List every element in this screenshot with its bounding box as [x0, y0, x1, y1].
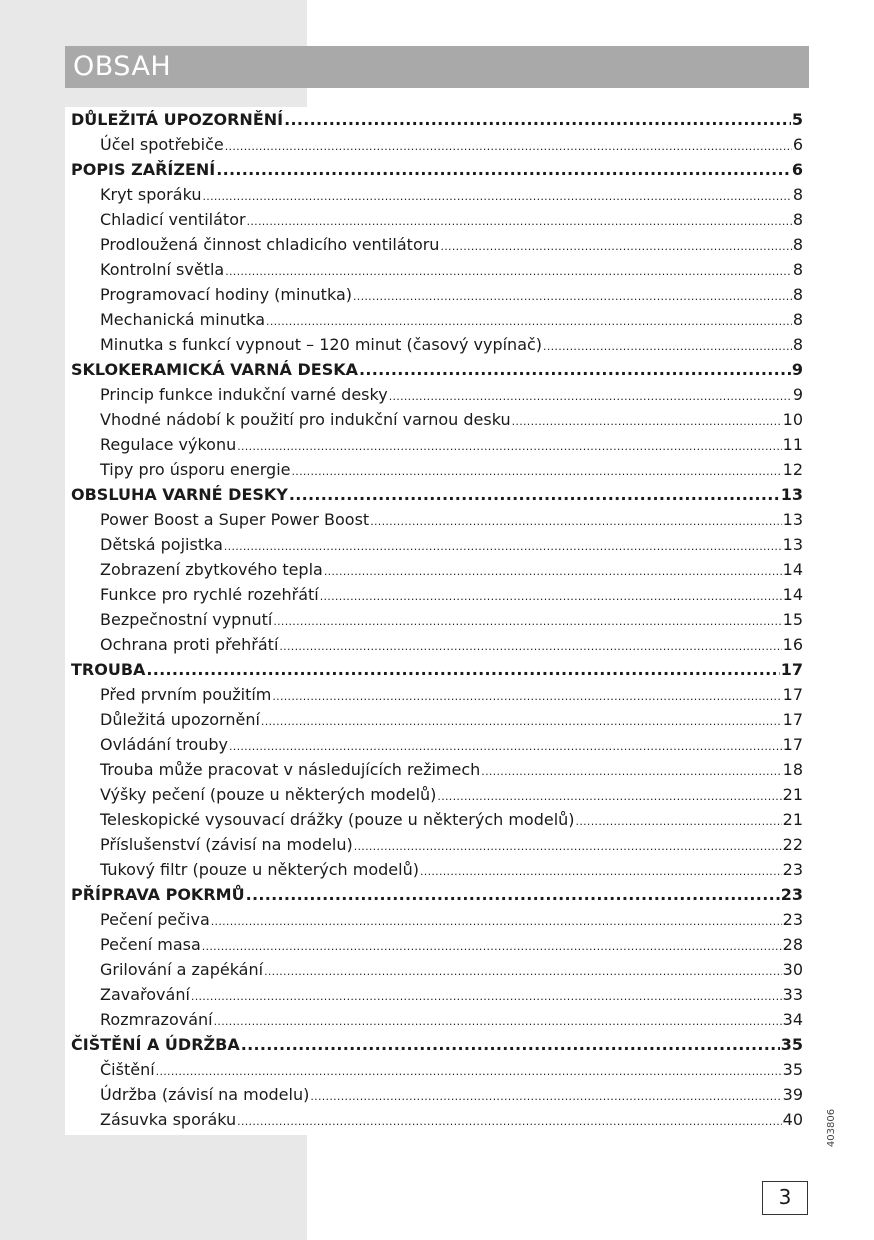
toc-entry-title: Příslušenství (závisí na modelu) [100, 835, 353, 854]
toc-dot-leader [211, 909, 782, 934]
toc-page-number: 6 [792, 135, 803, 154]
toc-entry-title: Údržba (závisí na modelu) [100, 1085, 310, 1104]
toc-subentry[interactable] [71, 582, 803, 607]
toc-dot-leader [543, 334, 792, 359]
toc-dot-leader [324, 559, 782, 584]
toc-page-number: 23 [782, 860, 803, 879]
toc-entry-title: Pečení masa [100, 935, 201, 954]
toc-entry-title: Zavařování [100, 985, 190, 1004]
toc-page-number: 17 [782, 685, 803, 704]
toc-subentry[interactable] [71, 932, 803, 957]
toc-list [71, 107, 803, 1132]
toc-entry-title: ČIŠTĚNÍ A ÚDRŽBA [71, 1035, 240, 1054]
toc-section-entry[interactable] [71, 157, 803, 182]
toc-subentry[interactable] [71, 757, 803, 782]
toc-entry-title: SKLOKERAMICKÁ VARNÁ DESKA [71, 360, 359, 379]
toc-page-number: 8 [792, 310, 803, 329]
toc-page-number: 17 [782, 735, 803, 754]
toc-entry-title: Minutka s funkcí vypnout – 120 minut (časový vypínač) [100, 335, 543, 354]
toc-subentry[interactable] [71, 182, 803, 207]
toc-page-number: 33 [782, 985, 803, 1004]
toc-dot-leader [481, 759, 781, 784]
toc-page-number: 30 [782, 960, 803, 979]
toc-subentry[interactable] [71, 732, 803, 757]
toc-page-number: 23 [780, 885, 803, 904]
toc-page-number: 8 [792, 235, 803, 254]
toc-entry-title: Vhodné nádobí k použití pro indukční varnou desku [100, 410, 511, 429]
toc-page-number: 35 [782, 1060, 803, 1079]
toc-entry-title: Účel spotřebiče [100, 135, 224, 154]
toc-subentry[interactable] [71, 957, 803, 982]
toc-section-entry[interactable] [71, 357, 803, 382]
toc-subentry[interactable] [71, 232, 803, 257]
toc-subentry[interactable] [71, 532, 803, 557]
toc-dot-leader [289, 482, 780, 507]
toc-page-number: 21 [782, 810, 803, 829]
toc-dot-leader [246, 882, 780, 907]
toc-dot-leader [353, 284, 792, 309]
toc-dot-leader [146, 657, 779, 682]
toc-page-number: 14 [782, 560, 803, 579]
toc-dot-leader [229, 734, 782, 759]
toc-section-entry[interactable] [71, 482, 803, 507]
toc-dot-leader [273, 609, 781, 634]
toc-subentry[interactable] [71, 632, 803, 657]
toc-entry-title: OBSLUHA VARNÉ DESKY [71, 485, 288, 504]
toc-entry-title: Dětská pojistka [100, 535, 223, 554]
toc-page-number: 34 [782, 1010, 803, 1029]
toc-subentry[interactable] [71, 782, 803, 807]
toc-entry-title: Zásuvka sporáku [100, 1110, 237, 1129]
toc-subentry[interactable] [71, 907, 803, 932]
toc-dot-leader [440, 234, 791, 259]
toc-dot-leader [237, 434, 781, 459]
toc-section-entry[interactable] [71, 107, 803, 132]
toc-page-number: 5 [791, 110, 803, 129]
toc-entry-title: Pečení pečiva [100, 910, 210, 929]
toc-page-number: 13 [782, 510, 803, 529]
toc-dot-leader [272, 684, 781, 709]
toc-dot-leader [241, 1032, 780, 1057]
toc-entry-title: Regulace výkonu [100, 435, 237, 454]
page-number: 3 [762, 1181, 808, 1215]
toc-page-number: 6 [791, 160, 803, 179]
toc-page-number: 15 [782, 610, 803, 629]
toc-page-number: 23 [782, 910, 803, 929]
toc-entry-title: Bezpečnostní vypnutí [100, 610, 273, 629]
toc-subentry[interactable] [71, 832, 803, 857]
toc-dot-leader [437, 784, 781, 809]
toc-dot-leader [389, 384, 792, 409]
toc-subentry[interactable] [71, 307, 803, 332]
toc-entry-title: Mechanická minutka [100, 310, 266, 329]
toc-subentry[interactable] [71, 857, 803, 882]
toc-dot-leader [420, 859, 782, 884]
toc-entry-title: POPIS ZAŘÍZENÍ [71, 160, 216, 179]
toc-entry-title: Grilování a zapékání [100, 960, 264, 979]
toc-entry-title: Funkce pro rychlé rozehřátí [100, 585, 319, 604]
toc-entry-title: Výšky pečení (pouze u některých modelů) [100, 785, 437, 804]
toc-section-entry[interactable] [71, 1032, 803, 1057]
toc-dot-leader [224, 534, 782, 559]
toc-entry-title: Trouba může pracovat v následujících režimech [100, 760, 481, 779]
toc-page-number: 11 [782, 435, 803, 454]
toc-page-number: 8 [792, 285, 803, 304]
toc-entry-title: Kryt sporáku [100, 185, 202, 204]
toc-subentry[interactable] [71, 332, 803, 357]
toc-entry-title: Tukový filtr (pouze u některých modelů) [100, 860, 419, 879]
toc-dot-leader [264, 959, 782, 984]
toc-page-number: 17 [780, 660, 803, 679]
toc-entry-title: Čištění [100, 1060, 155, 1079]
toc-entry-title: Princip funkce indukční varné desky [100, 385, 388, 404]
toc-dot-leader [225, 134, 792, 159]
toc-dot-leader [237, 1109, 781, 1134]
toc-entry-title: Kontrolní světla [100, 260, 225, 279]
toc-page-number: 9 [792, 385, 803, 404]
toc-subentry[interactable] [71, 1057, 803, 1082]
toc-entry-title: DŮLEŽITÁ UPOZORNĚNÍ [71, 110, 284, 129]
toc-subentry[interactable] [71, 807, 803, 832]
toc-dot-leader [284, 107, 791, 132]
toc-page-number: 8 [792, 210, 803, 229]
toc-dot-leader [214, 1009, 782, 1034]
toc-page-number: 9 [791, 360, 803, 379]
toc-entry-title: Teleskopické vysouvací drážky (pouze u některých modelů) [100, 810, 575, 829]
page-title: OBSAH [73, 51, 172, 82]
toc-dot-leader [247, 209, 792, 234]
toc-section-entry[interactable] [71, 657, 803, 682]
toc-dot-leader [359, 357, 791, 382]
toc-subentry[interactable] [71, 557, 803, 582]
toc-page-number: 35 [780, 1035, 803, 1054]
toc-page-number: 14 [782, 585, 803, 604]
toc-dot-leader [202, 934, 782, 959]
toc-entry-title: Důležitá upozornění [100, 710, 260, 729]
toc-section-entry[interactable] [71, 882, 803, 907]
toc-subentry[interactable] [71, 1082, 803, 1107]
toc-subentry[interactable] [71, 282, 803, 307]
toc-dot-leader [310, 1084, 781, 1109]
contents-header [65, 46, 809, 88]
toc-subentry[interactable] [71, 1107, 803, 1132]
toc-entry-title: Tipy pro úsporu energie [100, 460, 291, 479]
toc-page-number: 8 [792, 260, 803, 279]
toc-page-number: 16 [782, 635, 803, 654]
toc-subentry[interactable] [71, 507, 803, 532]
toc-dot-leader [216, 157, 791, 182]
toc-entry-title: Zobrazení zbytkového tepla [100, 560, 323, 579]
toc-entry-title: Chladicí ventilátor [100, 210, 246, 229]
toc-subentry[interactable] [71, 457, 803, 482]
toc-entry-title: Programovací hodiny (minutka) [100, 285, 352, 304]
toc-subentry[interactable] [71, 982, 803, 1007]
toc-dot-leader [191, 984, 782, 1009]
toc-page-number: 12 [782, 460, 803, 479]
toc-entry-title: PŘÍPRAVA POKRMŮ [71, 885, 245, 904]
table-of-contents [65, 107, 809, 1135]
toc-subentry[interactable] [71, 432, 803, 457]
toc-page-number: 8 [792, 185, 803, 204]
toc-subentry[interactable] [71, 207, 803, 232]
toc-dot-leader [156, 1059, 782, 1084]
toc-entry-title: TROUBA [71, 660, 146, 679]
toc-dot-leader [279, 634, 781, 659]
toc-subentry[interactable] [71, 682, 803, 707]
document-code: 403806 [826, 1108, 837, 1148]
toc-dot-leader [202, 184, 791, 209]
toc-dot-leader [266, 309, 792, 334]
toc-dot-leader [225, 259, 792, 284]
toc-subentry[interactable] [71, 1007, 803, 1032]
toc-page-number: 17 [782, 710, 803, 729]
toc-subentry[interactable] [71, 607, 803, 632]
toc-entry-title: Ovládání trouby [100, 735, 228, 754]
toc-page-number: 18 [782, 760, 803, 779]
toc-entry-title: Před prvním použitím [100, 685, 272, 704]
toc-dot-leader [261, 709, 782, 734]
toc-page-number: 28 [782, 935, 803, 954]
toc-dot-leader [354, 834, 782, 859]
toc-page-number: 8 [792, 335, 803, 354]
toc-dot-leader [576, 809, 782, 834]
toc-page-number: 13 [780, 485, 803, 504]
toc-page-number: 39 [782, 1085, 803, 1104]
toc-dot-leader [370, 509, 781, 534]
toc-dot-leader [320, 584, 782, 609]
toc-dot-leader [512, 409, 782, 434]
toc-entry-title: Prodloužená činnost chladicího ventilátoru [100, 235, 440, 254]
toc-page-number: 40 [782, 1110, 803, 1129]
toc-page-number: 13 [782, 535, 803, 554]
toc-entry-title: Power Boost a Super Power Boost [100, 510, 370, 529]
toc-subentry[interactable] [71, 257, 803, 282]
toc-subentry[interactable] [71, 407, 803, 432]
toc-dot-leader [292, 459, 782, 484]
toc-page-number: 22 [782, 835, 803, 854]
toc-page-number: 10 [782, 410, 803, 429]
toc-subentry[interactable] [71, 707, 803, 732]
toc-page-number: 21 [782, 785, 803, 804]
toc-subentry[interactable] [71, 382, 803, 407]
toc-entry-title: Rozmrazování [100, 1010, 213, 1029]
toc-entry-title: Ochrana proti přehřátí [100, 635, 279, 654]
toc-subentry[interactable] [71, 132, 803, 157]
